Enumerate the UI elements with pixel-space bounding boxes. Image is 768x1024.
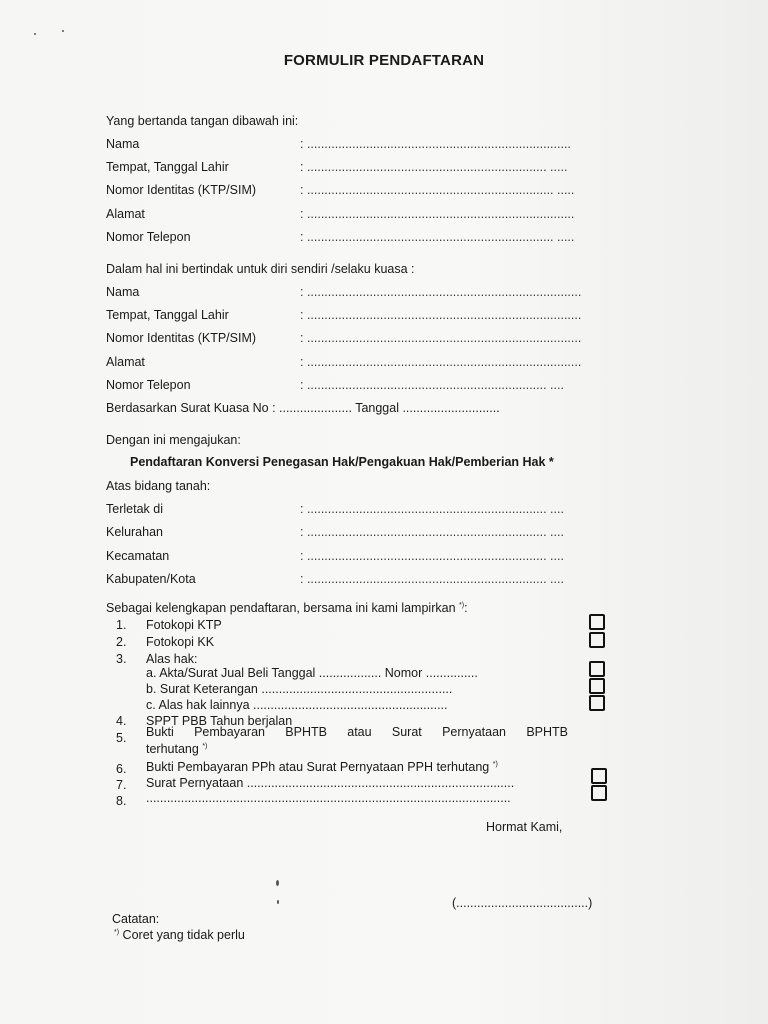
notes-text — [114, 928, 245, 942]
subitem-text: c. Alas hak lainnya ........................................................ — [146, 698, 448, 712]
field-label: Tempat, Tanggal Lahir — [106, 160, 229, 174]
field-value: : ..................................................................... .... — [300, 525, 564, 539]
scan-speck — [62, 30, 64, 32]
attachments-intro-text: Sebagai kelengkapan pendaftaran, bersama ini kami lampirkan — [106, 601, 456, 615]
item-number: 6. — [116, 762, 127, 776]
field-value: : ..................................................................... .... — [300, 572, 564, 586]
field-value: : ..................................................................... ..... — [300, 160, 568, 174]
field-label: Nama — [106, 285, 140, 299]
item-continuation: terhutang — [146, 742, 199, 756]
field-label: Kelurahan — [106, 525, 163, 539]
notes-text-main: Coret yang tidak perlu — [122, 928, 245, 942]
field-label: Nomor Telepon — [106, 378, 191, 392]
field-label: Nomor Identitas (KTP/SIM) — [106, 331, 257, 345]
word: Pembayaran — [194, 725, 265, 739]
word: Pernyataan — [442, 725, 507, 739]
section1-intro: Yang bertanda tangan dibawah ini: — [106, 114, 299, 128]
field-value: : ............................................................................. — [300, 207, 575, 221]
closing-regards: Hormat Kami, — [486, 820, 563, 834]
page-title: FORMULIR PENDAFTARAN — [283, 52, 485, 69]
section2-intro: Dalam hal ini bertindak untuk diri sendiri /selaku kuasa : — [106, 262, 415, 276]
item-number: 7. — [116, 778, 127, 792]
word: Bukti — [146, 725, 174, 739]
item-number: 2. — [116, 635, 127, 649]
word: BPHTB — [285, 725, 327, 739]
field-value: : ............................................................................... — [300, 331, 582, 345]
checkbox-bukti-pph[interactable] — [591, 768, 607, 784]
land-intro: Atas bidang tanah: — [106, 479, 211, 493]
word: atau — [347, 725, 372, 739]
word: Surat — [391, 725, 422, 739]
field-value: : ............................................................................ — [300, 137, 571, 151]
item-text: ......................................................................................................... — [146, 791, 511, 805]
checkbox-alas-hak-lainnya[interactable] — [589, 695, 605, 711]
field-value: : ..................................................................... .... — [300, 549, 564, 563]
scan-speck — [34, 33, 36, 35]
field-label: Kabupaten/Kota — [106, 572, 196, 586]
kuasa-line: Berdasarkan Surat Kuasa No : ..................... Tanggal ............................ — [106, 401, 500, 415]
field-value: : ............................................................................... — [300, 355, 582, 369]
notes-label: Catatan: — [112, 912, 160, 926]
footnote-mark: *) — [114, 928, 120, 936]
field-value: : ............................................................................... — [300, 308, 582, 322]
field-value: : ....................................................................... ..... — [300, 183, 575, 197]
field-label: Tempat, Tanggal Lahir — [106, 308, 229, 322]
signature-line: (......................................) — [452, 896, 593, 910]
item-text: Surat Pernyataan ............................................................................. — [146, 776, 515, 790]
item-number: 3. — [116, 652, 127, 666]
footnote-mark: *) — [492, 760, 498, 768]
field-label: Kecamatan — [106, 549, 170, 563]
field-value: : ............................................................................... — [300, 285, 582, 299]
checkbox-surat-pernyataan[interactable] — [591, 785, 607, 801]
checkbox-fotokopi-kk[interactable] — [589, 632, 605, 648]
item-number: 4. — [116, 714, 127, 728]
item-text: Fotokopi KTP — [146, 618, 222, 632]
field-value: : ..................................................................... .... — [300, 502, 564, 516]
subitem-text: b. Surat Keterangan ....................................................... — [146, 682, 453, 696]
footnote-mark: *) — [459, 601, 465, 609]
field-label: Nomor Telepon — [106, 230, 191, 244]
item-text-continued — [146, 742, 207, 756]
attachments-intro — [106, 601, 468, 615]
field-value: : ....................................................................... ..... — [300, 230, 575, 244]
subitem-text: a. Akta/Surat Jual Beli Tanggal .................. Nomor ............... — [146, 666, 478, 680]
item-text — [146, 760, 498, 774]
item-text: SPPT PBB Tahun berjalan — [146, 714, 293, 728]
scan-speck — [277, 900, 279, 904]
field-label: Alamat — [106, 355, 145, 369]
item-number: 1. — [116, 618, 127, 632]
field-label: Nama — [106, 137, 140, 151]
checkbox-fotokopi-ktp[interactable] — [589, 614, 605, 630]
field-label: Terletak di — [106, 502, 163, 516]
section3-intro: Dengan ini mengajukan: — [106, 433, 241, 447]
item-text: Fotokopi KK — [146, 635, 215, 649]
attachments-intro-colon: : — [464, 601, 468, 615]
checkbox-surat-keterangan[interactable] — [589, 678, 605, 694]
item-number: 8. — [116, 794, 127, 808]
item-text: Alas hak: — [146, 652, 198, 666]
application-heading: Pendaftaran Konversi Penegasan Hak/Pengakuan Hak/Pemberian Hak * — [130, 455, 554, 469]
checkbox-akta-jual-beli[interactable] — [589, 661, 605, 677]
field-value: : ..................................................................... .... — [300, 378, 564, 392]
footnote-mark: *) — [202, 742, 208, 750]
word: BPHTB — [526, 725, 568, 739]
field-label: Alamat — [106, 207, 145, 221]
item-text-justified — [146, 725, 568, 739]
item-number: 5. — [116, 731, 127, 745]
scan-speck — [276, 880, 279, 886]
item-text-main: Bukti Pembayaran PPh atau Surat Pernyataan PPH terhutang — [146, 760, 490, 774]
field-label: Nomor Identitas (KTP/SIM) — [106, 183, 257, 197]
